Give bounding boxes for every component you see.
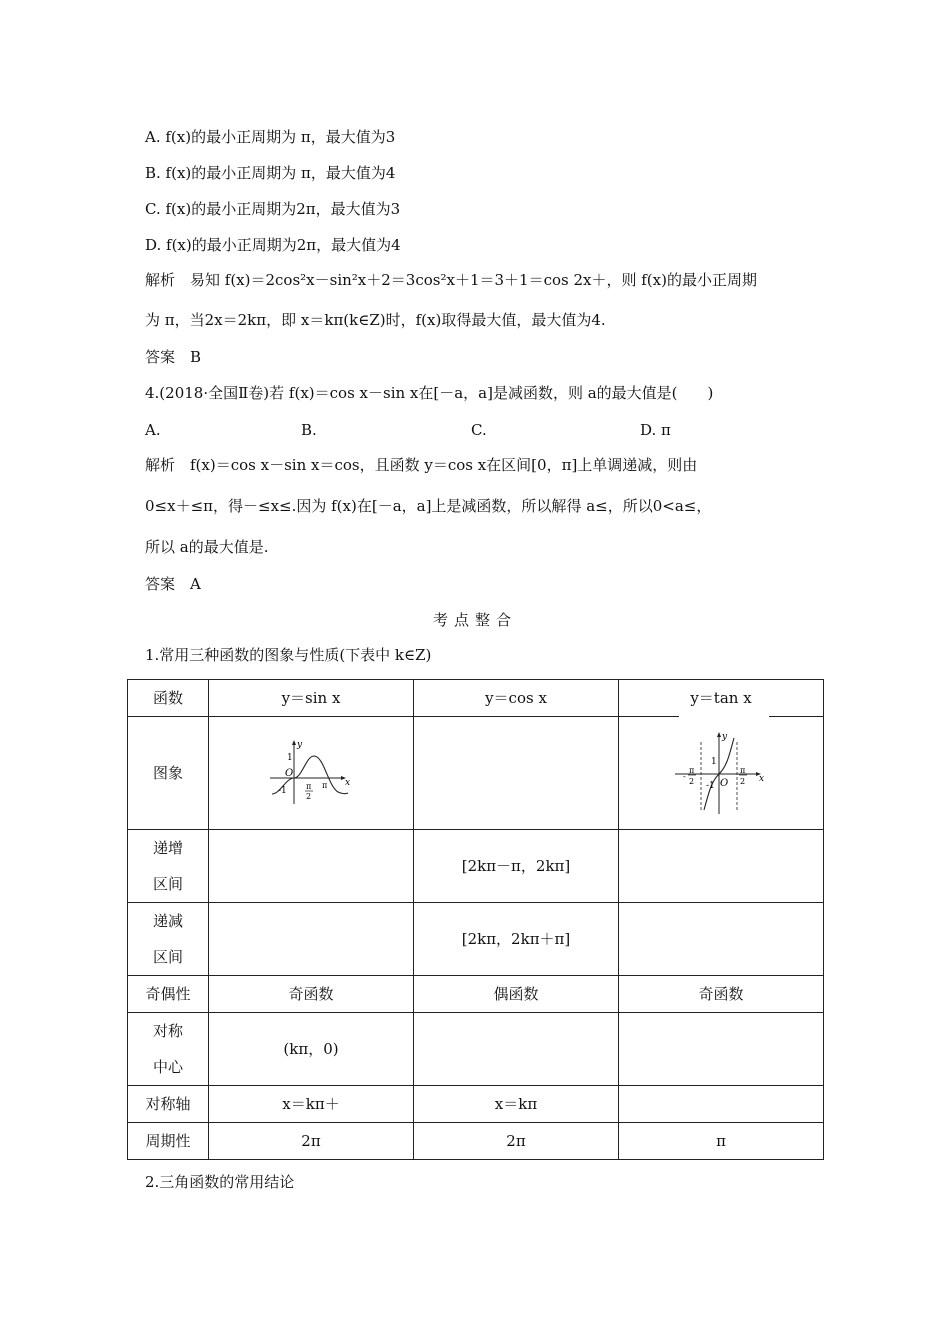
tan-graph-cell <box>619 717 824 830</box>
tan-label-neg-pi-den: 2 <box>689 777 695 786</box>
sin-label-pi: π <box>322 781 328 790</box>
row-label-symmetry-axis: 对称轴 <box>128 1086 209 1123</box>
row-label-decreasing <box>128 903 209 976</box>
cell-increasing-sin <box>209 830 414 903</box>
cell-period-sin: 2π <box>209 1123 414 1160</box>
tan-axis-y: y <box>722 732 728 742</box>
item1-title: 1.常用三种函数的图象与性质(下表中 k∈Z) <box>145 646 432 664</box>
cell-decreasing-tan <box>619 903 824 976</box>
table-row-period <box>128 1123 824 1160</box>
q4-question: 4.(2018·全国Ⅱ卷)若 f(x)＝cos x－sin x在[－a，a]是减函数，则 a的最大值是( ) <box>145 384 714 402</box>
item2-title: 2.三角函数的常用结论 <box>145 1173 295 1191</box>
cell-center-tan <box>619 1013 824 1086</box>
q3-option-d: D. f(x)的最小正周期为2π，最大值为4 <box>145 236 401 254</box>
header-function: 函数 <box>128 680 209 717</box>
sin-label-neg-one: -1 <box>278 786 287 796</box>
cell-period-tan: π <box>619 1123 824 1160</box>
tan-label-neg-one: -1 <box>706 781 715 791</box>
row-label-decreasing-2: 区间 <box>152 948 183 966</box>
row-label-parity: 奇偶性 <box>128 976 209 1013</box>
cell-decreasing-cos: [2kπ，2kπ＋π] <box>414 903 619 976</box>
cell-axis-tan <box>619 1086 824 1123</box>
sin-label-pi-half-num: π <box>306 782 312 791</box>
sin-axis-y: y <box>297 740 303 750</box>
table-row-parity <box>128 976 824 1013</box>
header-cos: y＝cos x <box>414 680 619 717</box>
tan-graph <box>671 728 771 818</box>
tan-label-pi-num: π <box>740 766 746 775</box>
tan-graph-mask <box>679 715 769 720</box>
graph-label: 图象 <box>128 717 209 830</box>
row-label-symmetry-center-2: 中心 <box>152 1058 183 1076</box>
row-label-decreasing-1: 递减 <box>152 912 183 930</box>
cell-parity-sin: 奇函数 <box>209 976 414 1013</box>
tan-axis-x: x <box>759 774 765 784</box>
cell-center-cos <box>414 1013 619 1086</box>
q3-option-c: C. f(x)的最小正周期为2π，最大值为3 <box>145 200 401 218</box>
tan-origin: O <box>720 778 729 789</box>
header-tan: y＝tan x <box>619 680 824 717</box>
table-header-row <box>128 680 824 717</box>
table-row-symmetry-axis <box>128 1086 824 1123</box>
q4-analysis-line1: 解析 f(x)＝cos x－sin x＝cos，且函数 y＝cos x在区间[0，π]上单调递减，则由 <box>145 456 698 474</box>
row-label-increasing-2: 区间 <box>152 875 183 893</box>
cell-center-sin: (kπ，0) <box>209 1013 414 1086</box>
sin-label-one: 1 <box>287 753 293 763</box>
sin-origin: O <box>285 768 294 779</box>
cell-increasing-cos: [2kπ－π，2kπ] <box>414 830 619 903</box>
q4-answer: 答案 A <box>145 575 201 593</box>
header-sin: y＝sin x <box>209 680 414 717</box>
row-label-symmetry-center <box>128 1013 209 1086</box>
cos-graph-cell <box>414 717 619 830</box>
tan-label-neg-sign: - <box>683 772 686 781</box>
cell-increasing-tan <box>619 830 824 903</box>
section-title: 考点整合 <box>432 611 517 629</box>
sin-graph-cell <box>209 717 414 830</box>
q3-option-b: B. f(x)的最小正周期为 π，最大值为4 <box>145 164 396 182</box>
table-graph-row <box>128 717 824 830</box>
q4-analysis-line2: 0≤x＋≤π，得－≤x≤.因为 f(x)在[－a，a]上是减函数，所以解得 a≤，所以0<a≤， <box>145 497 712 515</box>
properties-table <box>127 679 824 1160</box>
table-row-symmetry-center <box>128 1013 824 1086</box>
tan-label-neg-pi-num: π <box>689 766 695 775</box>
cell-period-cos: 2π <box>414 1123 619 1160</box>
q4-option-a: A. <box>145 421 161 439</box>
q3-analysis-line1: 解析 易知 f(x)＝2cos²x－sin²x＋2＝3cos²x＋1＝3＋1＝cos 2x＋，则 f(x)的最小正周期 <box>145 271 757 289</box>
row-label-increasing <box>128 830 209 903</box>
cell-decreasing-sin <box>209 903 414 976</box>
tan-label-pi-den: 2 <box>740 777 746 786</box>
cell-parity-cos: 偶函数 <box>414 976 619 1013</box>
q3-analysis-line2: 为 π，当2x＝2kπ，即 x＝kπ(k∈Z)时，f(x)取得最大值，最大值为4. <box>145 311 606 329</box>
q4-option-b: B. <box>301 421 317 439</box>
tan-label-one: 1 <box>711 757 717 767</box>
q4-option-d: D. π <box>640 421 671 439</box>
row-label-symmetry-center-1: 对称 <box>152 1022 183 1040</box>
row-label-period: 周期性 <box>128 1123 209 1160</box>
q3-answer: 答案 B <box>145 348 202 366</box>
table-row-increasing <box>128 830 824 903</box>
cell-axis-sin: x＝kπ＋ <box>209 1086 414 1123</box>
q4-analysis-line3: 所以 a的最大值是. <box>145 538 269 556</box>
q3-option-a: A. f(x)的最小正周期为 π，最大值为3 <box>145 128 396 146</box>
sin-graph <box>266 738 356 808</box>
cell-parity-tan: 奇函数 <box>619 976 824 1013</box>
row-label-increasing-1: 递增 <box>152 839 183 857</box>
sin-axis-x: x <box>345 778 351 788</box>
sin-label-pi-half-den: 2 <box>306 792 312 801</box>
q4-option-c: C. <box>471 421 487 439</box>
cell-axis-cos: x＝kπ <box>414 1086 619 1123</box>
table-row-decreasing <box>128 903 824 976</box>
